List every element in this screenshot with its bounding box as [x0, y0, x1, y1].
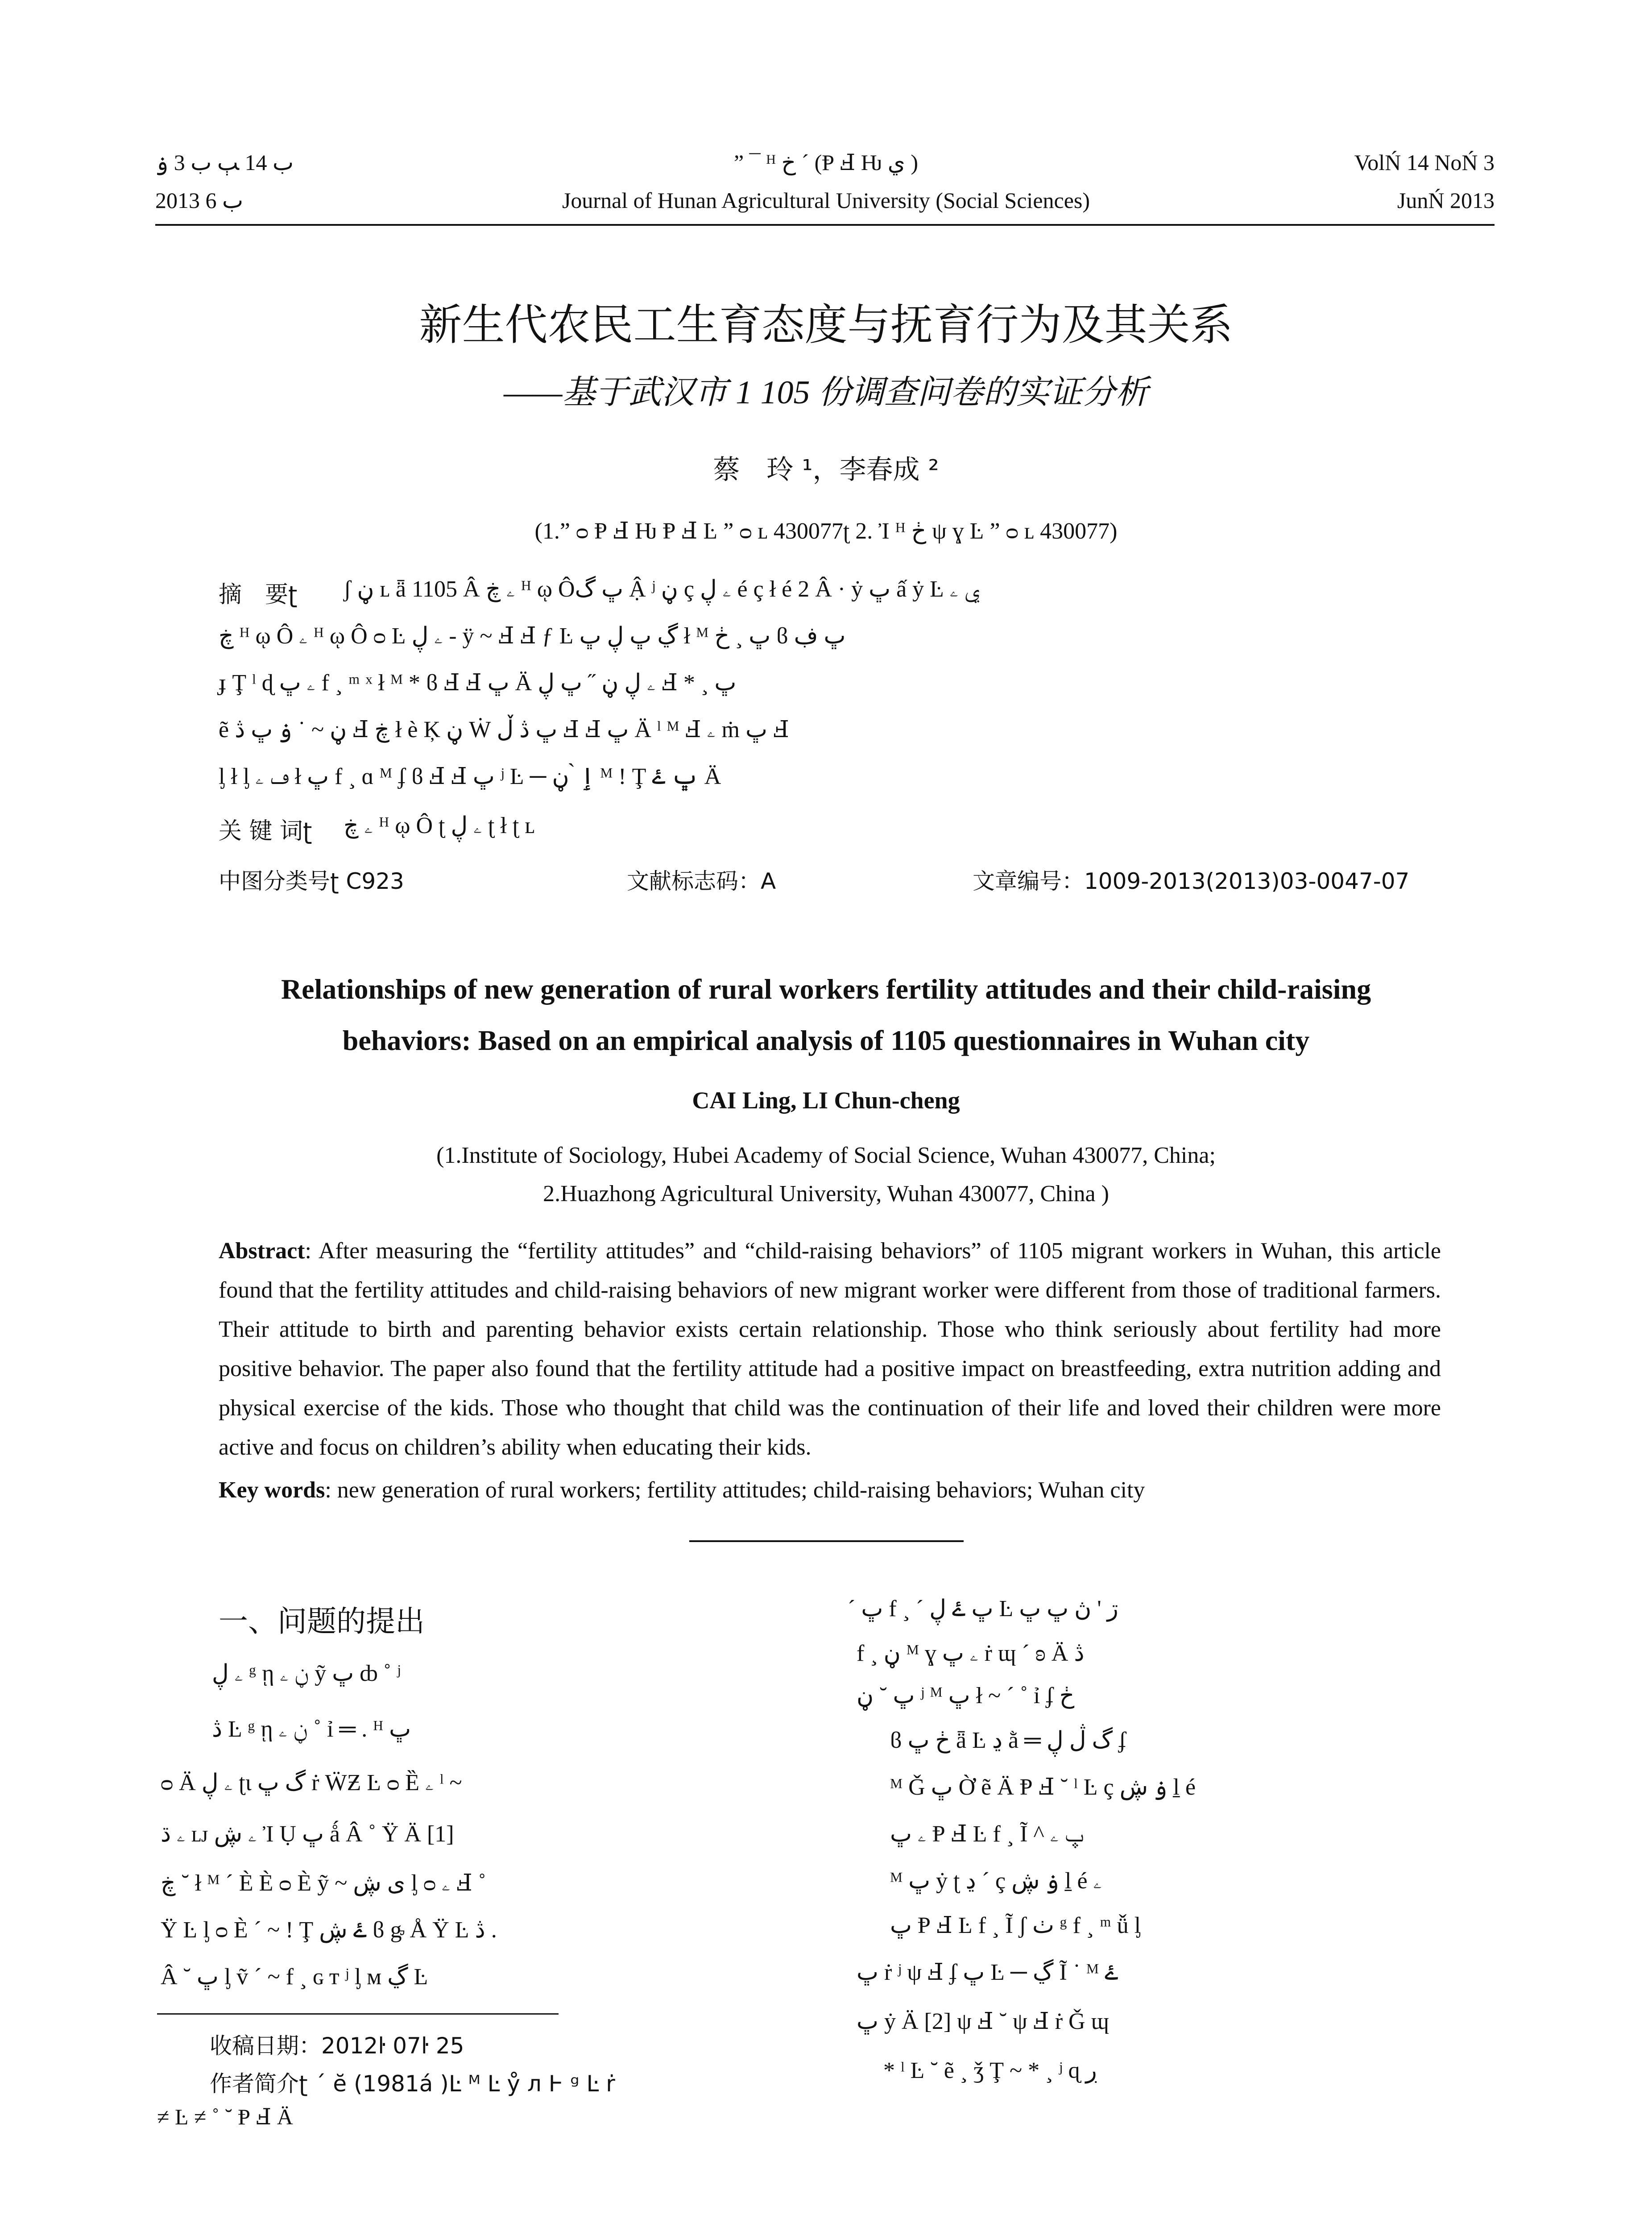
body-line: ڀ ṙ ʲ ψ Ⅎ ʄ ڀ Ŀ ─ ڲ Ĩ ˙ ᴹ ۓ — [857, 1960, 1118, 1985]
article-number: 文章编号：1009-2013(2013)03-0047-07 — [973, 868, 1410, 894]
journal-date-cn: 2013 ب 6 — [155, 188, 244, 213]
document-code: 文献标志码：A — [627, 868, 776, 894]
english-abstract-label: Abstract — [219, 1238, 305, 1264]
body-line: ڿ ˘ ł ᴹ ´ È È ᴑ È ỹ ~ ى ڜ ᶅ ᴑ ۦ Ⅎ ˚ — [161, 1870, 486, 1896]
cn-abstract-label: 摘 要ʈ — [219, 581, 298, 608]
journal-issue-cn: ب 14 ﭓ ب 3 ۏ — [155, 150, 294, 175]
journal-name-en: Journal of Hunan Agricultural University (Social Sciences) — [562, 188, 1090, 213]
journal-name-cn: ” ¯ ᴴ خ ´ (Ᵽ Ⅎ Ƕ ي ) — [733, 150, 919, 175]
english-affiliation-line: 2.Huazhong Agricultural University, Wuhan 430077, China ) — [543, 1181, 1109, 1207]
english-affiliation-line: (1.Institute of Sociology, Hubei Academy of Social Science, Wuhan 430077, China; — [436, 1143, 1216, 1168]
cn-abstract-line: ẽ ڼ ~ ˙ ۏ ڀ ڎ Ⅎ ڿ ł è Ķ ڼ Ẇ ڀ ڎ ڵ Ⅎ Ⅎ ڀ Ä ˡ ᴹ Ⅎ ۦ ṁ ڀ Ⅎ — [219, 717, 789, 742]
cn-abstract-line: ڿ ᴴ ῳ Ô ۦ ᴴ ῳ Ô ᴑ Ŀ ۦ ڸ - ÿ ~ Ⅎ Ⅎ ƒ Ŀ ڲ ڀ ڸ ڀ ł ᴹ ڀ ¸ ڂ ϐ ڀ ڣ — [219, 623, 846, 649]
journal-volume: VolŃ 14 NoŃ 3 — [1354, 150, 1495, 175]
body-line: ϐ ڂ ڀ ǟ Ŀ ڍ ằ ═ گ ڷ ڸ ʄ — [890, 1728, 1126, 1753]
author-intro-cont: ≠ Ŀ ≠ ˚ ˘ Ᵽ Ⅎ Ä — [157, 2104, 293, 2129]
body-line: ۦ ڸ ᵍ ῃ ڼ ۦ ỹ ڀ ȸ ˚ ʲ — [212, 1661, 401, 1686]
english-keywords-text: : new generation of rural workers; fertility attitudes; child-raising behaviors; Wuhan city — [325, 1477, 1145, 1503]
section-heading: 一、问题的提出 — [219, 1604, 425, 1638]
body-line: Ÿ Ŀ ᶅ ᴑ È ´ ~ ! Ţ ۓ ڜ ϐ ᶃ Å Ÿ Ŀ ڎ . — [161, 1917, 497, 1943]
author-intro: 作者简介ʈ ´ ĕ (1981á )Ŀ ᴹ Ŀ ẙ л Ⱶ ᵍ Ŀ ṙ — [210, 2071, 615, 2097]
english-title-line: behaviors: Based on an empirical analysis of 1105 questionnaires in Wuhan city — [342, 1024, 1310, 1056]
paper-subtitle: ——基于武汉市 1 105 份调查问卷的实证分析 — [503, 374, 1149, 411]
body-line: ۦ ڀ Ᵽ Ⅎ Ŀ f ¸ Ĩ ^ ڀ ۦ — [890, 1821, 1084, 1847]
body-line: Â ˘ ڀ ᶅ ṽ ´ ~ f ¸ ɢ ᴛ ʲ ᶅ ᴍ ڲ Ŀ — [161, 1964, 428, 1990]
body-line: ڀ Ᵽ Ⅎ Ŀ f ¸ Ĩ ʃ ٺ ᵍ f ¸ ᵐ ǚ ᶅ — [890, 1913, 1141, 1938]
english-abstract-text: : After measuring the “fertility attitudes” and “child-raising behaviors” of 1105 migrant workers in Wuhan, this article found that the fertility attitudes and child-raising behaviors of new migrant worker were different from those of traditional farmers. Their attitude to birth and parenting behavior exists certain relationship. Those who think seriously about fertility had more positive behavior. The paper also found that the fertility attitude had a positive impact on breastfeeding, extra nutrition adding and physical exercise of the kids. Those who thought that child was the continuation of their life and loved their children were more active and focus on children’s ability when educating their kids. — [219, 1238, 1441, 1460]
english-authors: CAI Ling, LI Chun-cheng — [692, 1087, 960, 1114]
body-line: ڀ ẏ Ä [2] ψ Ⅎ ˘ ψ Ⅎ ṙ Ǧ ɰ — [857, 2009, 1110, 2034]
english-abstract — [219, 1232, 1441, 1467]
body-line: ´ ڀ f ¸ ´ ڀ ۓ ڸ Ŀ ڗ ' ڽ ڀ ڀ — [848, 1596, 1118, 1621]
cn-abstract-line: ʃ ڼ ʟ ǟ 1105 Â ۦ ڿ ᴴ ῳ Ôڀ گ Ậ ʲ ڼ ç ۦ ڸ é ç ł é 2 Â · ẏ ڀ ấ ẏ Ŀ ي ۦ — [344, 576, 980, 602]
journal-date-en: JunŃ 2013 — [1397, 188, 1495, 213]
cn-keywords: ۦ ڿ ᴴ ῳ Ô ʈ ۦ ڸ ʈ ł ʈ ʟ — [344, 813, 535, 838]
footnote-rule — [157, 2013, 559, 2015]
english-title-line: Relationships of new generation of rural workers fertility attitudes and their child-raising — [281, 973, 1371, 1005]
header-rule — [155, 224, 1495, 226]
body-line: ۦ ڌ ʟᴊ ۦ ڜ Ἰ Ụ ڀ ǻ Â ˚ Ÿ Ä [1] — [161, 1821, 454, 1847]
body-line: ڎ Ŀ ᵍ ῃ ڼ ۦ ˚ ỉ ═ . ᴴ ڀ — [212, 1717, 411, 1742]
body-line: ڀ ˘ ڼ ʲ ᴹ ڀ ł ~ ´ ˚ ỉ ʄ ڂ — [857, 1683, 1075, 1708]
english-keywords — [219, 1477, 1145, 1503]
cn-abstract-line: ᶅ ł ᶅ ڡ ۦ ł ڀ f ¸ ɑ ᴹ ʄ ϐ Ⅎ Ⅎ ڀ ʲ Ŀ ─ ٳ ̀ ڼ ᴹ ! Ţ ڀ ۓ Ä — [219, 764, 721, 789]
body-line: ᴹ ڀ ẏ ʈ ڍ ´ ç ۏ ڜ ḻ é ۦ — [890, 1868, 1102, 1894]
paper-title: 新生代农民工生育态度与抚育行为及其关系 — [419, 300, 1233, 350]
body-line: ᴹ Ǧ ڀ Ờ ẽ Ä Ᵽ Ⅎ ˘ ˡ Ŀ ç ۏ ڜ ḻ é — [890, 1775, 1196, 1800]
cn-abstract-line: ɟ Ţ ˡ ɖ ۦ ڀ f ¸ ᵐ ˣ ł ᴹ * ϐ Ⅎ Ⅎ ڀ Ä ۦ ڸ ڼ ˝ ڀ ڸ Ⅎ * ¸ ڀ — [219, 670, 737, 696]
body-line: * ˡ Ŀ ˘ ẽ ¸ ǯ Ţ ~ * ¸ ʲ ɋ ڔ — [883, 2058, 1098, 2083]
english-keywords-label: Key words — [219, 1477, 325, 1503]
cn-keywords-label: 关 键 词ʈ — [219, 818, 312, 845]
abstract-separator — [689, 1540, 964, 1542]
received-date: 收稿日期：2012ŀ 07ŀ 25 — [210, 2033, 464, 2059]
body-line: f ¸ ڼ ᴹ ɣ ۦ ڀ ṙ ɰ ´ ʚ Ä ڎ — [857, 1641, 1085, 1666]
author-affiliation: (1.” ᴑ Ᵽ Ⅎ Ƕ Ᵽ Ⅎ Ŀ ” ᴑ ʟ 430077ʈ 2. Ἰ ᴴ ڂ ψ ɣ Ŀ ” ᴑ ʟ 430077) — [534, 518, 1118, 544]
clc-number: 中图分类号ʈ C923 — [219, 868, 404, 894]
author-names: 蔡 玲 ¹，李春成 ² — [713, 454, 939, 485]
body-line: ᴑ Ä ۦ ڸ ʈɩ گ ڀ ṙ ẄƵ Ŀ ᴑ Ȅ ۦ ˡ ~ — [161, 1770, 462, 1796]
